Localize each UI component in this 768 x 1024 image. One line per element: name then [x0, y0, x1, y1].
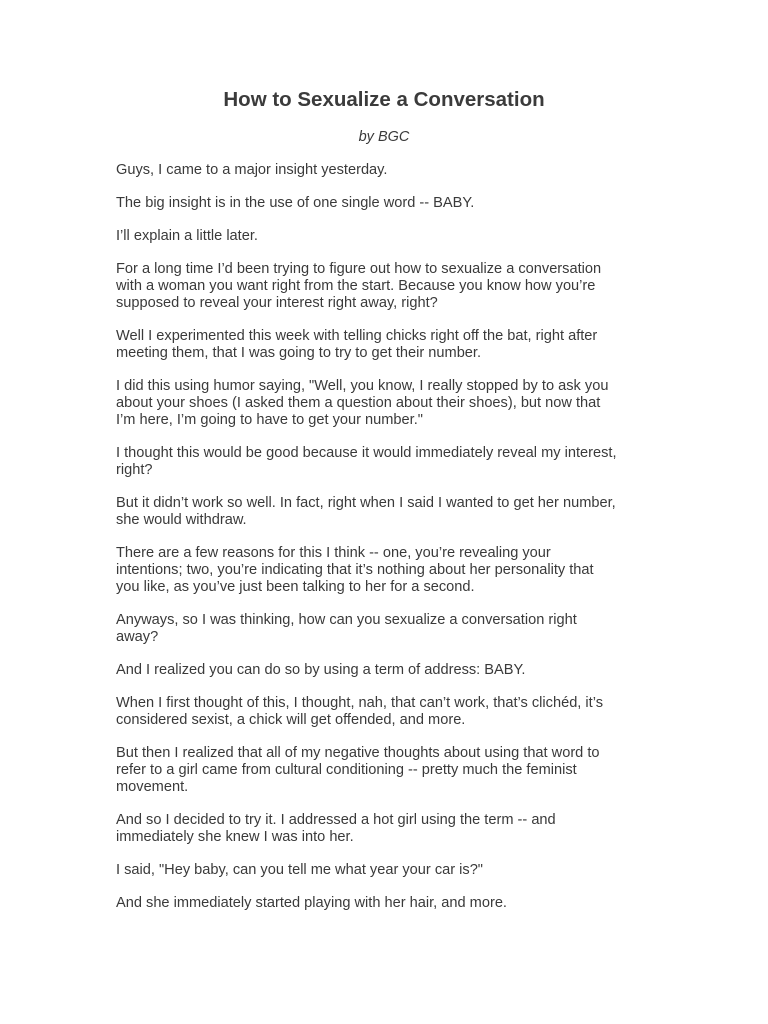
- paragraph: [116, 545, 656, 596]
- paragraph-line: movement.: [116, 779, 189, 795]
- paragraph-line: immediately she knew I was into her.: [116, 829, 354, 845]
- paragraph-line: And so I decided to try it. I addressed a hot girl using the term -- and: [116, 812, 556, 828]
- paragraph: [116, 745, 656, 796]
- paragraph-line: I’m here, I’m going to have to get your number.": [116, 412, 423, 428]
- paragraph-line: Well I experimented this week with telling chicks right off the bat, right after: [116, 328, 598, 344]
- paragraph: [116, 228, 656, 245]
- paragraph-line: The big insight is in the use of one single word -- BABY.: [116, 195, 475, 211]
- paragraph: [116, 195, 656, 212]
- paragraph-line: I thought this would be good because it would immediately reveal my interest,: [116, 445, 617, 461]
- paragraph-line: There are a few reasons for this I think -- one, you’re revealing your: [116, 545, 551, 561]
- paragraph: [116, 812, 656, 846]
- paragraph-line: considered sexist, a chick will get offended, and more.: [116, 712, 466, 728]
- paragraph-line: For a long time I’d been trying to figure out how to sexualize a conversation: [116, 261, 602, 277]
- paragraph: [116, 378, 656, 429]
- paragraph: [116, 162, 656, 179]
- paragraph-line: I did this using humor saying, "Well, you know, I really stopped by to ask you: [116, 378, 609, 394]
- paragraph-line: she would withdraw.: [116, 512, 247, 528]
- paragraph-line: refer to a girl came from cultural conditioning -- pretty much the feminist: [116, 762, 577, 778]
- paragraph-line: But then I realized that all of my negative thoughts about using that word to: [116, 745, 600, 761]
- paragraph: [116, 495, 656, 529]
- paragraph-line: Guys, I came to a major insight yesterday.: [116, 162, 388, 178]
- paragraph: [116, 862, 656, 879]
- paragraph-line: you like, as you’ve just been talking to her for a second.: [116, 579, 475, 595]
- paragraph-line: with a woman you want right from the start. Because you know how you’re: [116, 278, 596, 294]
- paragraph-line: away?: [116, 629, 159, 645]
- paragraph-line: I’ll explain a little later.: [116, 228, 258, 244]
- paragraph-line: When I first thought of this, I thought, nah, that can’t work, that’s clichéd, it’s: [116, 695, 603, 711]
- paragraph: [116, 328, 656, 362]
- document-byline: by BGC: [358, 129, 410, 145]
- paragraph-line: I said, "Hey baby, can you tell me what year your car is?": [116, 862, 483, 878]
- paragraph-line: And she immediately started playing with her hair, and more.: [116, 895, 507, 911]
- paragraph-line: intentions; two, you’re indicating that it’s nothing about her personality that: [116, 562, 594, 578]
- paragraph: [116, 695, 656, 729]
- paragraph-line: about your shoes (I asked them a question about their shoes), but now that: [116, 395, 601, 411]
- paragraph: [116, 261, 656, 312]
- paragraph-line: right?: [116, 462, 153, 478]
- paragraph-line: And I realized you can do so by using a term of address: BABY.: [116, 662, 526, 678]
- paragraph: [116, 662, 656, 679]
- paragraph: [116, 612, 656, 646]
- paragraph: [116, 895, 656, 912]
- document-body: [116, 162, 656, 928]
- document-title: How to Sexualize a Conversation: [223, 88, 545, 111]
- paragraph-line: Anyways, so I was thinking, how can you sexualize a conversation right: [116, 612, 577, 628]
- paragraph-line: But it didn’t work so well. In fact, right when I said I wanted to get her number,: [116, 495, 616, 511]
- paragraph: [116, 445, 656, 479]
- paragraph-line: supposed to reveal your interest right away, right?: [116, 295, 438, 311]
- paragraph-line: meeting them, that I was going to try to get their number.: [116, 345, 482, 361]
